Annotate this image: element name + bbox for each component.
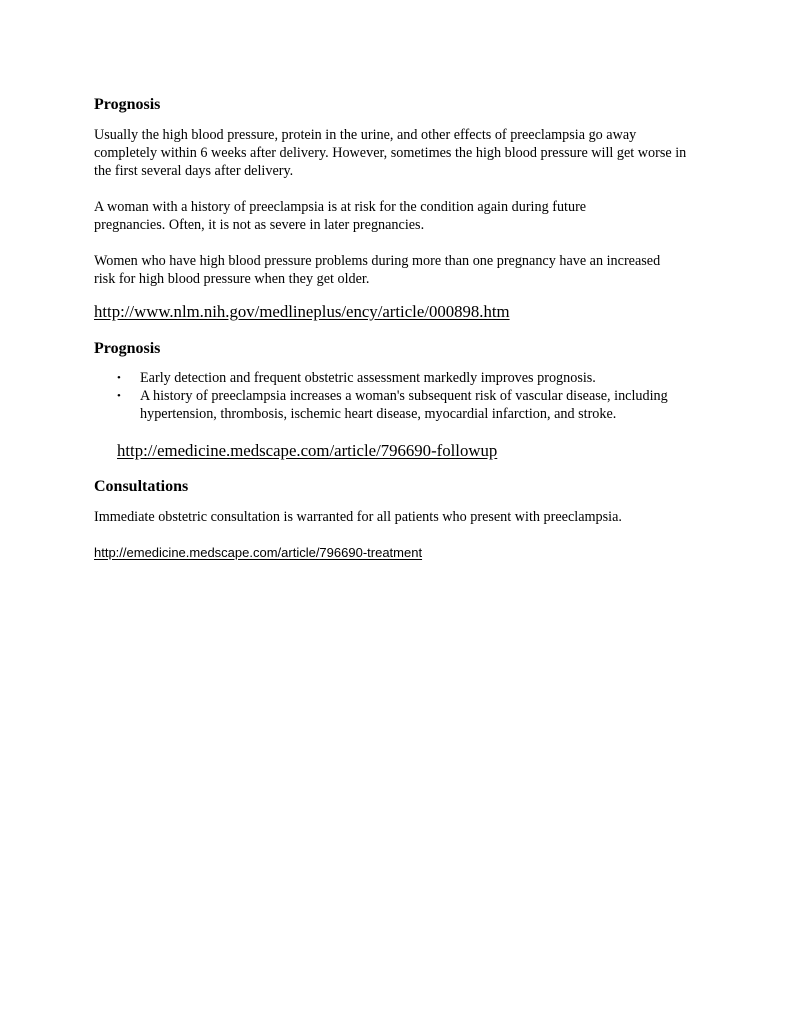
medscape-followup-link[interactable]: http://emedicine.medscape.com/article/796690-followup [117,441,498,460]
list-item [117,387,700,423]
paragraph: Women who have high blood pressure problems during more than one pregnancy have an increased risk for high blood pressure when they get older. [94,253,661,287]
section-heading-prognosis-2: Prognosis [94,340,161,357]
bullet-icon: • [117,390,121,402]
paragraph: A woman with a history of preeclampsia is at risk for the condition again during future pregnancies. Often, it is not as severe in later pregnancies. [94,199,587,233]
section-heading-prognosis: Prognosis [94,96,161,113]
bullet-list [94,369,700,423]
paragraph: Usually the high blood pressure, protein in the urine, and other effects of preeclampsia go away completely within 6 weeks after delivery. However, sometimes the high blood pressure will get worse in the first several days after delivery. [94,127,687,179]
section-heading-consultations: Consultations [94,478,189,495]
list-item-text: A history of preeclampsia increases a woman's subsequent risk of vascular disease, including hypertension, thrombosis, ischemic heart disease, myocardial infarction, and stroke. [140,388,668,422]
medscape-treatment-link[interactable]: http://emedicine.medscape.com/article/796690-treatment [94,545,423,560]
list-item-text: Early detection and frequent obstetric assessment markedly improves prognosis. [140,370,596,386]
medlineplus-link[interactable]: http://www.nlm.nih.gov/medlineplus/ency/article/000898.htm [94,302,510,321]
list-item [117,369,700,387]
document-page [94,93,694,562]
bullet-icon: • [117,372,121,384]
paragraph: Immediate obstetric consultation is warranted for all patients who present with preeclampsia. [94,509,622,525]
